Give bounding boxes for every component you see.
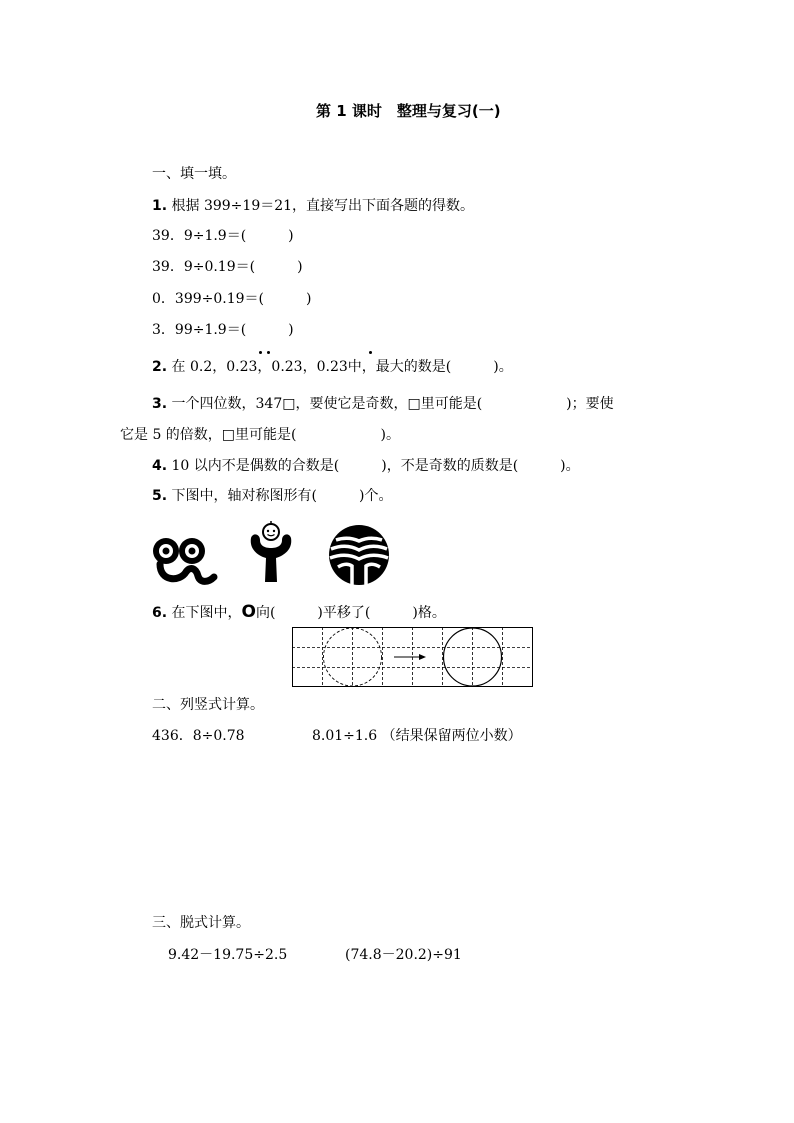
question-number: 4. [152,458,168,474]
question-number: 2. [152,359,168,375]
question-number: 3. [152,396,168,412]
question-number: 5. [152,488,168,504]
figure-y-character [245,520,297,584]
figure-striped-circle [328,524,390,586]
section-2-heading: 二、列竖式计算。 [152,697,264,713]
question-text: 10 以内不是偶数的合数是( )，不是奇数的质数是( )。 [171,458,580,474]
repeating-decimal-2: 3 [338,359,348,375]
section-3-problem-2: (74.8－20.2)÷91 [345,947,462,963]
question-text: 根据 399÷19＝21，直接写出下面各题的得数。 [171,198,475,214]
question-text: 一个四位数，347□，要使它是奇数，□里可能是( )；要使 [171,396,614,412]
section-2-problem-1: 436．8÷0.78 [152,728,245,744]
translation-grid [292,627,534,689]
question-2 [152,358,513,376]
section-1-heading: 一、填一填。 [152,166,236,182]
q1-item-4: 3．99÷1.9＝( ) [152,322,294,338]
question-5 [152,487,392,505]
section-3-problem-1: 9.42－19.75÷2.5 [168,947,288,963]
question-number: 1. [152,198,168,214]
q1-item-1: 39．9÷1.9＝( ) [152,228,294,244]
q2-text-pre: 在 0.2，0. [171,359,240,375]
repeat-dot [369,351,372,354]
q1-item-3: 0．399÷0.19＝( ) [152,291,312,307]
section-2-problem-2: 8.01÷1.6 （结果保留两位小数） [312,728,522,744]
question-1 [152,197,474,215]
q2-text-mid: ，0.23，0.2 [257,359,339,375]
page-title: 第 1 课时 整理与复习(一) [316,102,501,120]
question-3 [152,395,614,413]
repeat-dot [259,351,262,354]
question-number: 6. [152,605,168,621]
q6-text-pre: 在下图中， [171,605,242,621]
repeating-decimal-1: 23 [239,359,258,375]
question-text: 下图中，轴对称图形有( )个。 [171,488,393,504]
section-3-heading: 三、脱式计算。 [152,915,250,931]
figure-eyes-squiggle [152,536,218,588]
circle-symbol: O [241,602,256,622]
question-4 [152,457,580,475]
q2-text-post: 中，最大的数是( )。 [347,359,513,375]
q6-text-post: 向( )平移了( )格。 [255,605,446,621]
question-6 [152,603,446,622]
question-3-line-2: 它是 5 的倍数，□里可能是( )。 [120,427,400,443]
repeat-dot [267,351,270,354]
q1-item-2: 39．9÷0.19＝( ) [152,259,303,275]
